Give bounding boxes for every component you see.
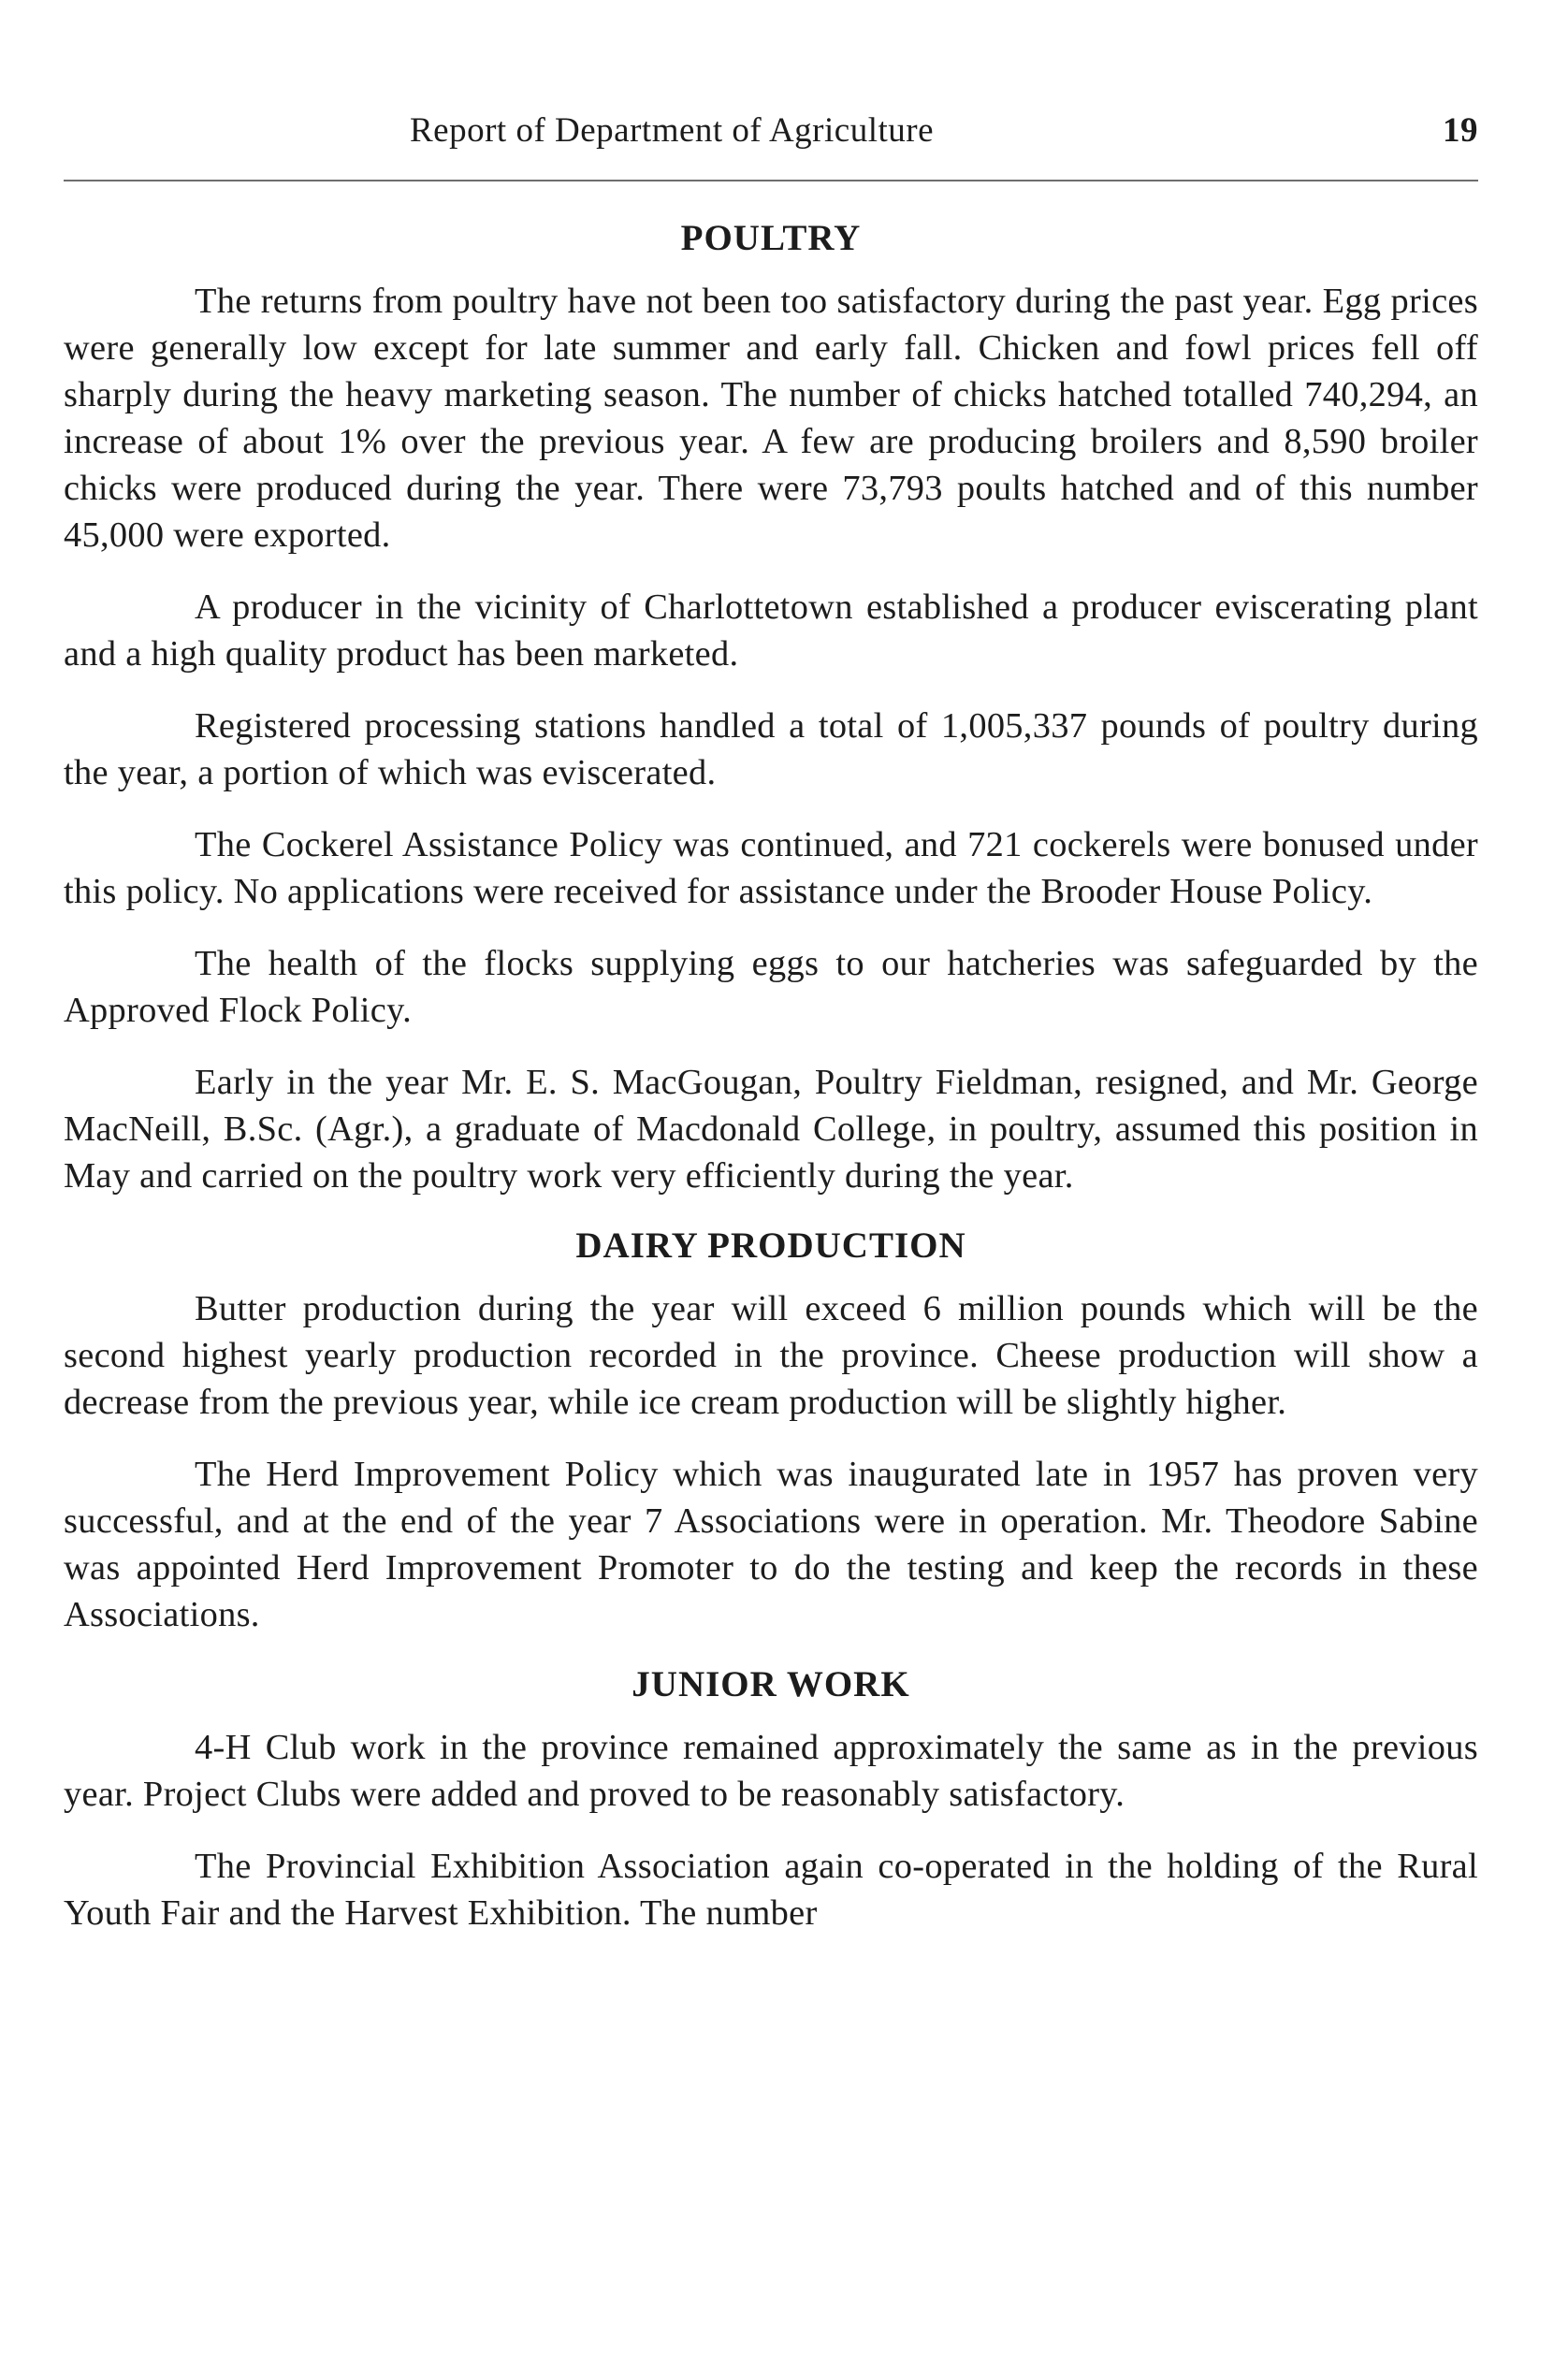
document-page xyxy=(64,110,1478,1962)
running-title: Report of Department of Agriculture xyxy=(410,111,934,150)
running-header xyxy=(64,110,1478,167)
paragraph: The Provincial Exhibition Association again co-operated in the holding of the Rural Youth Fair and the Harvest Exhibition. The number xyxy=(64,1847,1478,1933)
section-junior xyxy=(64,1663,1478,1936)
section-dairy xyxy=(64,1225,1478,1638)
paragraph: 4-H Club work in the province remained approximately the same as in the previous year. Project Clubs were added and proved to be reasonably satisfactory. xyxy=(64,1728,1478,1814)
section-poultry xyxy=(64,217,1478,1199)
paragraph: The returns from poultry have not been too satisfactory during the past year. Egg prices were generally low except for late summer and early fall. Chicken and fowl prices fell off sharply during the heavy marketing season. The number of chicks hatched totalled 740,294, an increase of about 1% over the previous year. A few are producing broilers and 8,590 broiler chicks were produced during the year. There were 73,793 poults hatched and of this number 45,000 were exported. xyxy=(64,282,1478,555)
paragraph: Early in the year Mr. E. S. MacGougan, Poultry Fieldman, resigned, and Mr. George MacNeill, B.Sc. (Agr.), a graduate of Macdonald College, in poultry, assumed this position in May and carried on the poultry work very efficiently during the year. xyxy=(64,1063,1478,1196)
section-heading-dairy: DAIRY PRODUCTION xyxy=(575,1225,966,1266)
paragraph: The Herd Improvement Policy which was inaugurated late in 1957 has proven very successful, and at the end of the year 7 Associations were in operation. Mr. Theodore Sabine was appointed Herd Improvement Promoter to do the testing and keep the records in these Associations. xyxy=(64,1455,1478,1634)
paragraph: The Cockerel Assistance Policy was continued, and 721 cockerels were bonused under this policy. No applications were received for assistance under the Brooder House Policy. xyxy=(64,825,1478,911)
header-rule xyxy=(64,180,1478,181)
section-heading-poultry: POULTRY xyxy=(680,218,862,258)
section-heading-junior: JUNIOR WORK xyxy=(632,1664,910,1704)
page-number: 19 xyxy=(1443,111,1478,150)
paragraph: Butter production during the year will exceed 6 million pounds which will be the second highest yearly production recorded in the province. Cheese production will show a decrease from the previous year, while ice cream production will be slightly higher. xyxy=(64,1289,1478,1422)
paragraph: A producer in the vicinity of Charlottetown established a producer eviscerating plant and a high quality product has been marketed. xyxy=(64,587,1478,674)
paragraph: Registered processing stations handled a total of 1,005,337 pounds of poultry during the year, a portion of which was eviscerated. xyxy=(64,706,1478,792)
paragraph: The health of the flocks supplying eggs to our hatcheries was safeguarded by the Approved Flock Policy. xyxy=(64,944,1478,1030)
